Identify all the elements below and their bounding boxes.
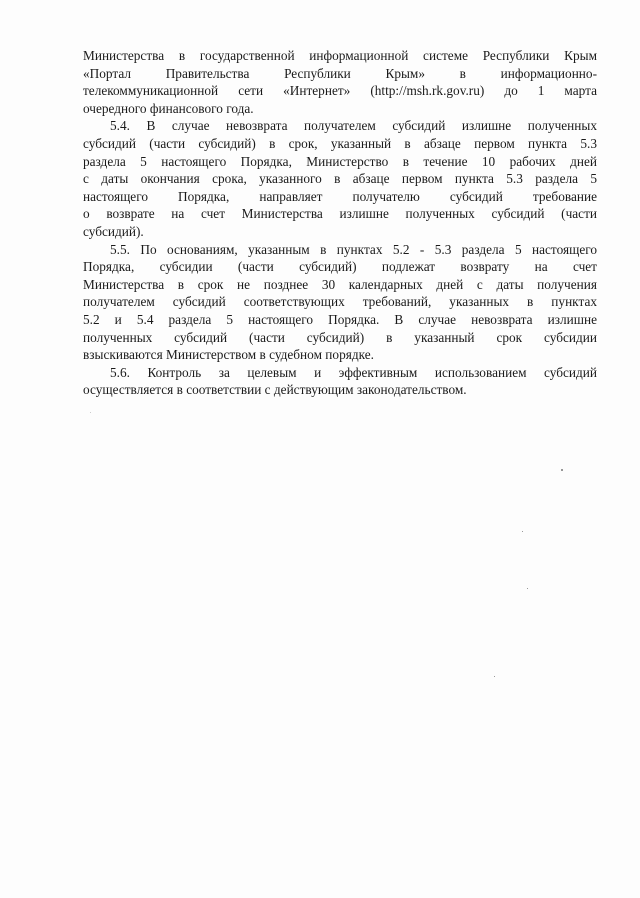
document-body [83, 47, 597, 399]
text-line: субсидий (части субсидий) в срок, указанный в абзаце первом пункта 5.3 [83, 135, 597, 151]
text-line [83, 241, 597, 259]
text-line: Министерства в срок не позднее 30 календарных дней с даты получения [83, 276, 597, 292]
scan-speck [527, 588, 528, 589]
text-line [83, 117, 597, 135]
text-line: «Портал Правительства Республики Крым» в информационно- [83, 65, 597, 81]
text-line: полученных субсидий (части субсидий) в указанный срок субсидии [83, 329, 597, 345]
text-line: о возврате на счет Министерства излишне полученных субсидий (части [83, 206, 597, 222]
text-line: настоящего Порядка, направляет получателю субсидий требование [83, 188, 597, 204]
paragraph-5-4 [83, 117, 597, 240]
scan-speck [90, 412, 91, 413]
text-line-content: 5.6. Контроль за целевым и эффективным использованием субсидий [110, 364, 597, 380]
text-line: субсидий). [83, 223, 144, 239]
scan-speck [494, 676, 495, 677]
scan-speck [522, 531, 523, 532]
text-line-content: 5.5. По основаниям, указанным в пунктах 5.2 - 5.3 раздела 5 настоящего [110, 241, 597, 257]
text-line-content: 5.4. В случае невозврата получателем субсидий излишне полученных [110, 118, 597, 134]
text-line: получателем субсидий соответствующих требований, указанных в пунктах [83, 294, 597, 310]
paragraph-5-5 [83, 241, 597, 364]
text-line: очередного финансового года. [83, 100, 254, 116]
paragraph-intro [83, 47, 597, 117]
paragraph-5-6 [83, 364, 597, 399]
text-line: 5.2 и 5.4 раздела 5 настоящего Порядка. В случае невозврата излишне [83, 311, 597, 327]
text-line: Министерства в государственной информационной системе Республики Крым [83, 48, 597, 63]
text-line: Порядка, субсидии (части субсидий) подлежат возврату на счет [83, 259, 597, 275]
text-line: раздела 5 настоящего Порядка, Министерство в течение 10 рабочих дней [83, 153, 597, 169]
text-line: взыскиваются Министерством в судебном порядке. [83, 347, 374, 363]
scan-speck [561, 469, 563, 471]
text-line: телекоммуникационной сети «Интернет» (http://msh.rk.gov.ru) до 1 марта [83, 83, 597, 99]
text-line: осуществляется в соответствии с действующим законодательством. [83, 382, 467, 398]
text-line [83, 364, 597, 382]
text-line: с даты окончания срока, указанного в абзаце первом пункта 5.3 раздела 5 [83, 171, 597, 187]
